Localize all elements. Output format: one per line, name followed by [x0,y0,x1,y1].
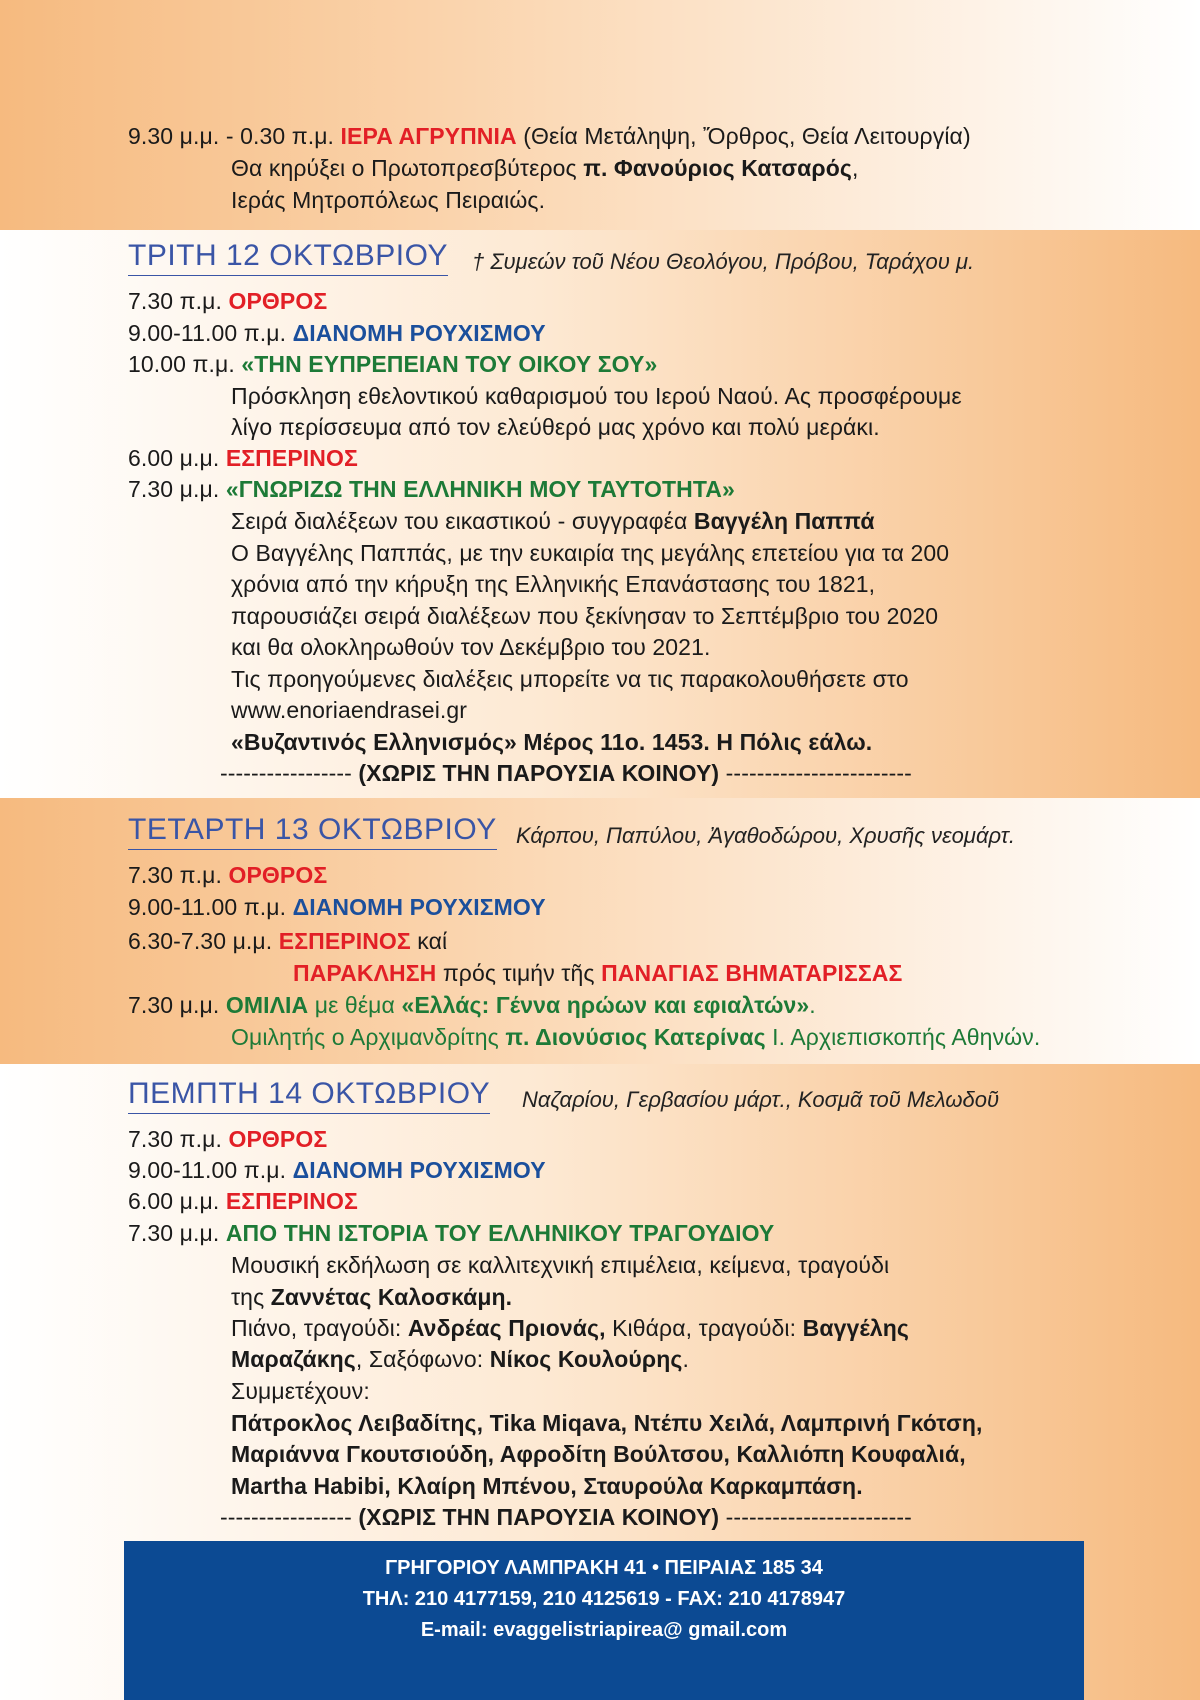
vigil-line: 9.30 μ.μ. - 0.30 π.μ. ΙΕΡΑ ΑΓΡΥΠΝΙΑ (Θεία Μετάληψη, Ὄρθρος, Θεία Λειτουργία) [128,123,971,149]
thursday-heading: ΠΕΜΠΤΗ 14 ΟΚΤΩΒΡΙΟΥ [128,1077,490,1114]
thursday-participants-1: Πάτροκλος Λειβαδίτης, Tika Miqava, Ντέπυ Χειλά, Λαμπρινή Γκότση, [231,1410,983,1436]
thursday-music-desc-5: Συμμετέχουν: [231,1378,370,1404]
tuesday-cleaning-desc-1: Πρόσκληση εθελοντικού καθαρισμού του Ιερού Ναού. Ας προσφέρουμε [231,383,962,409]
footer-phones: ΤΗΛ: 210 4177159, 210 4125619 - FAX: 210 4178947 [362,1588,846,1610]
thursday-saints: Ναζαρίου, Γερβασίου μάρτ., Κοσμᾶ τοῦ Μελωδοῦ [522,1087,1000,1112]
thursday-music-desc-1: Μουσική εκδήλωση σε καλλιτεχνική επιμέλεια, κείμενα, τραγούδι [231,1252,890,1278]
thursday-music-desc-2: της Ζαννέτας Καλοσκάμη. [231,1284,513,1310]
tuesday-lecture-desc-3: χρόνια από την κήρυξη της Ελληνικής Επανάστασης του 1821, [231,571,876,597]
tuesday-cleaning: 10.00 π.μ. «ΤΗΝ ΕΥΠΡΕΠΕΙΑΝ ΤΟΥ ΟΙΚΟΥ ΣΟΥ» [128,351,658,377]
tuesday-lecture-desc-2: Ο Βαγγέλης Παππάς, με την ευκαιρία της μεγάλης επετείου για τα 200 [231,540,950,566]
tuesday-heading: ΤΡΙΤΗ 12 ΟΚΤΩΒΡΙΟΥ [128,239,448,276]
tuesday-no-public-note: ----------------- (ΧΩΡΙΣ ΤΗΝ ΠΑΡΟΥΣΙΑ ΚΟΙΝΟΥ) ------------------------ [220,760,912,786]
tuesday-orthros: 7.30 π.μ. ΟΡΘΡΟΣ [128,288,328,314]
wednesday-paraklisi: ΠΑΡΑΚΛΗΣΗ πρός τιμήν τῆς ΠΑΝΑΓΙΑΣ ΒΗΜΑΤΑΡΙΣΣΑΣ [293,960,903,986]
contact-footer [124,1541,1084,1700]
wednesday-orthros: 7.30 π.μ. ΟΡΘΡΟΣ [128,862,328,888]
tuesday-lecture-desc-6: Τις προηγούμενες διαλέξεις μπορείτε να τις παρακολουθήσετε στο [231,666,909,692]
tuesday-vespers: 6.00 μ.μ. ΕΣΠΕΡΙΝΟΣ [128,445,358,471]
footer-address: ΓΡΗΓΟΡΙΟΥ ΛΑΜΠΡΑΚΗ 41 • ΠΕΙΡΑΙΑΣ 185 34 [385,1557,823,1579]
website-link[interactable]: www.enoriaendrasei.gr [231,697,468,723]
thursday-vespers: 6.00 μ.μ. ΕΣΠΕΡΙΝΟΣ [128,1188,358,1214]
tuesday-lecture-desc-4: παρουσιάζει σειρά διαλέξεων που ξεκίνησαν το Σεπτέμβριο του 2020 [231,603,939,629]
metropolis-line: Ιεράς Μητροπόλεως Πειραιώς. [231,187,546,213]
wednesday-homily: 7.30 μ.μ. ΟΜΙΛΙΑ με θέμα «Ελλάς: Γέννα ηρώων και εφιαλτών». [128,992,816,1018]
thursday-music-event: 7.30 μ.μ. ΑΠΟ ΤΗΝ ΙΣΤΟΡΙΑ ΤΟΥ ΕΛΛΗΝΙΚΟΥ ΤΡΑΓΟΥΔΙΟΥ [128,1220,775,1246]
tuesday-lecture-topic: «Βυζαντινός Ελληνισμός» Μέρος 11ο. 1453. Η Πόλις εάλω. [231,729,873,755]
wednesday-heading: ΤΕΤΑΡΤΗ 13 ΟΚΤΩΒΡΙΟΥ [128,813,497,850]
tuesday-saints: † Συμεών τοῦ Νέου Θεολόγου, Πρόβου, Ταράχου μ. [472,249,975,274]
wednesday-saints: Κάρπου, Παπύλου, Ἀγαθοδώρου, Χρυσῆς νεομάρτ. [516,823,1015,848]
tuesday-lecture-desc-1: Σειρά διαλέξεων του εικαστικού - συγγραφέα Βαγγέλη Παππά [231,508,875,534]
tuesday-lecture-desc-5: και θα ολοκληρωθούν τον Δεκέμβριο του 2021. [231,634,711,660]
thursday-clothing: 9.00-11.00 π.μ. ΔΙΑΝΟΜΗ ΡΟΥΧΙΣΜΟΥ [128,1157,546,1183]
wednesday-speaker: Ομιλητής ο Αρχιμανδρίτης π. Διονύσιος Κατερίνας Ι. Αρχιεπισκοπής Αθηνών. [231,1024,1041,1050]
wednesday-clothing: 9.00-11.00 π.μ. ΔΙΑΝΟΜΗ ΡΟΥΧΙΣΜΟΥ [128,894,546,920]
wednesday-vespers: 6.30-7.30 μ.μ. ΕΣΠΕΡΙΝΟΣ καί [128,928,448,954]
tuesday-clothing: 9.00-11.00 π.μ. ΔΙΑΝΟΜΗ ΡΟΥΧΙΣΜΟΥ [128,320,546,346]
tuesday-lecture: 7.30 μ.μ. «ΓΝΩΡΙΖΩ ΤΗΝ ΕΛΛΗΝΙΚΗ ΜΟΥ ΤΑΥΤΟΤΗΤΑ» [128,476,735,502]
band-top [0,0,1200,230]
thursday-music-desc-3: Πιάνο, τραγούδι: Ανδρέας Πριονάς, Κιθάρα, τραγούδι: Βαγγέλης [231,1315,909,1341]
thursday-orthros: 7.30 π.μ. ΟΡΘΡΟΣ [128,1126,328,1152]
preacher-line: Θα κηρύξει ο Πρωτοπρεσβύτερος π. Φανούριος Κατσαρός, [231,155,859,181]
tuesday-cleaning-desc-2: λίγο περίσσευμα από τον ελεύθερό μας χρόνο και πολύ μεράκι. [231,414,880,440]
thursday-participants-3: Martha Habibi, Κλαίρη Μπένου, Σταυρούλα Καρκαμπάση. [231,1473,863,1499]
thursday-music-desc-4: Μαραζάκης, Σαξόφωνο: Νίκος Κουλούρης. [231,1346,689,1372]
thursday-no-public-note: ----------------- (ΧΩΡΙΣ ΤΗΝ ΠΑΡΟΥΣΙΑ ΚΟΙΝΟΥ) ------------------------ [220,1504,912,1530]
thursday-participants-2: Μαριάννα Γκουτσιούδη, Αφροδίτη Βούλτσου, Καλλιόπη Κουφαλιά, [231,1441,966,1467]
footer-email[interactable]: E-mail: evaggelistriapirea@ gmail.com [420,1619,788,1641]
